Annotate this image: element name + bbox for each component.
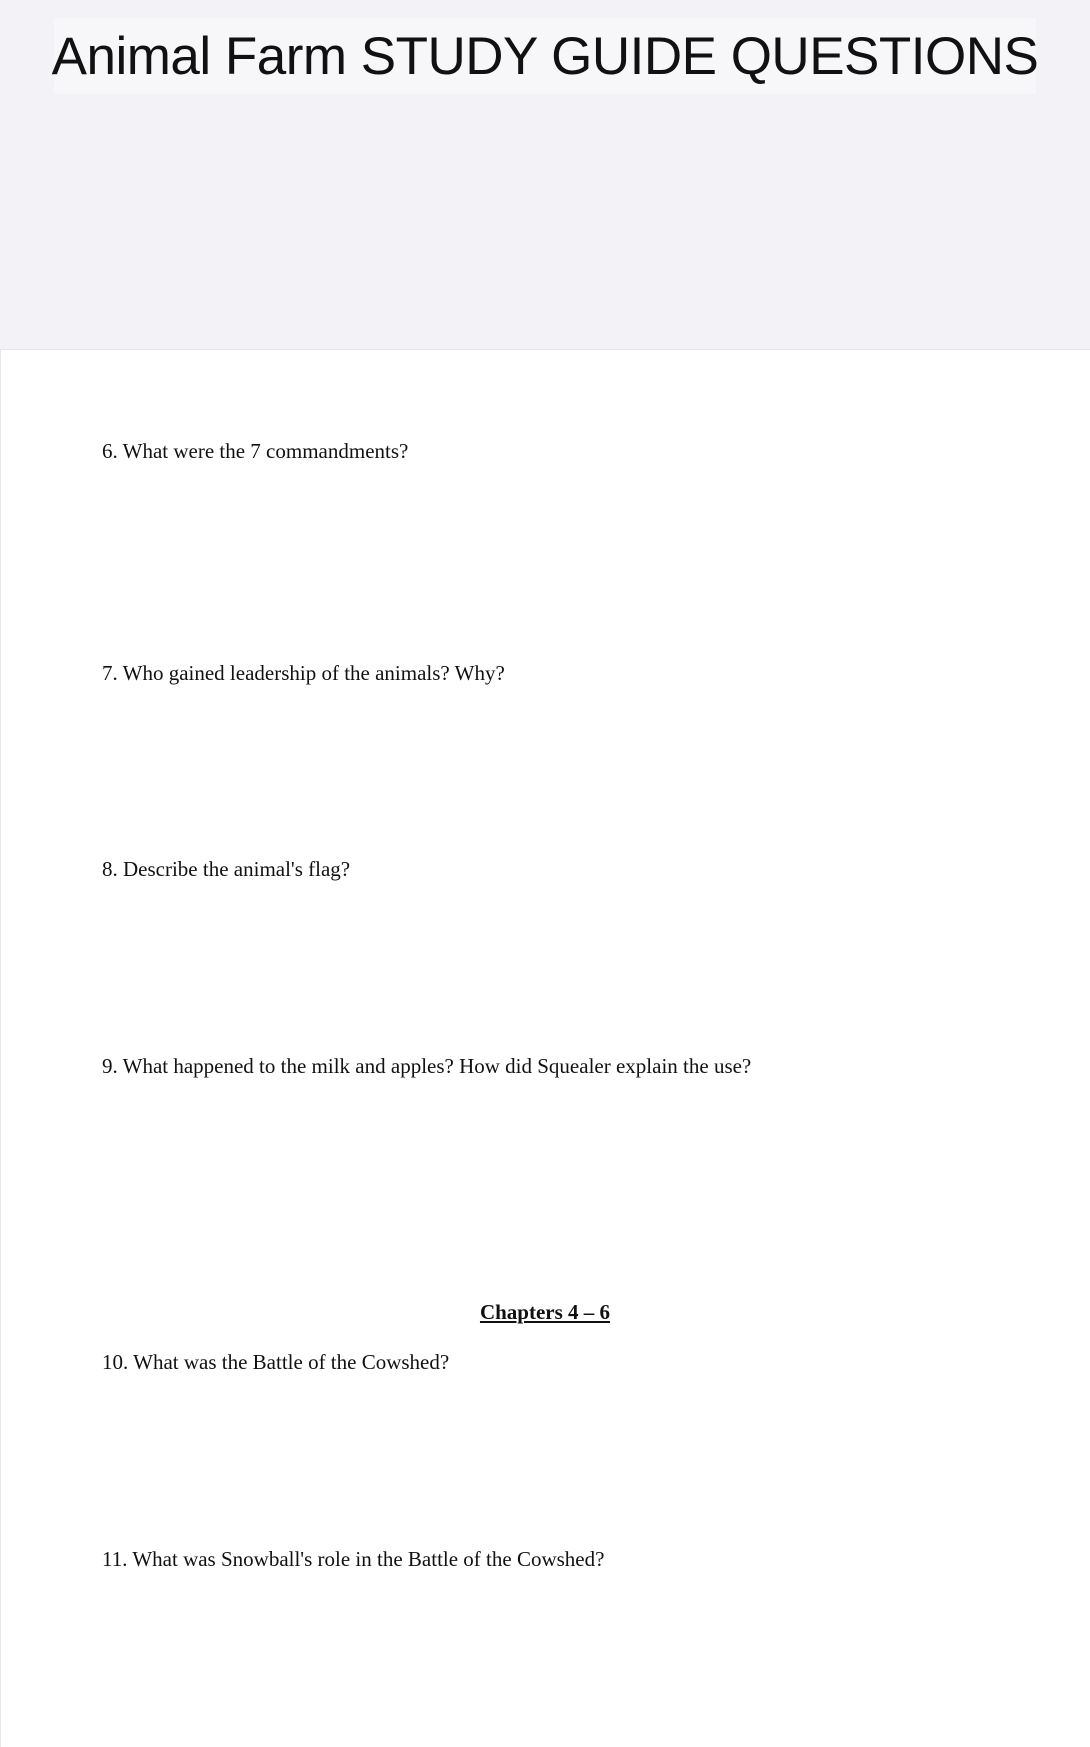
header-band	[0, 0, 1090, 350]
question-8: 8. Describe the animal's flag?	[102, 857, 351, 881]
title-box	[51, 18, 1039, 94]
question-10: 10. What was the Battle of the Cowshed?	[102, 1350, 450, 1374]
question-7: 7. Who gained leadership of the animals? Why?	[102, 661, 505, 685]
section-heading: Chapters 4 – 6	[479, 1300, 611, 1324]
question-6: 6. What were the 7 commandments?	[102, 439, 409, 463]
document-page	[0, 350, 1090, 1747]
question-11: 11. What was Snowball's role in the Battle of the Cowshed?	[102, 1547, 605, 1571]
page-title: Animal Farm STUDY GUIDE QUESTIONS	[51, 26, 1039, 86]
question-9: 9. What happened to the milk and apples? How did Squealer explain the use?	[102, 1054, 752, 1078]
